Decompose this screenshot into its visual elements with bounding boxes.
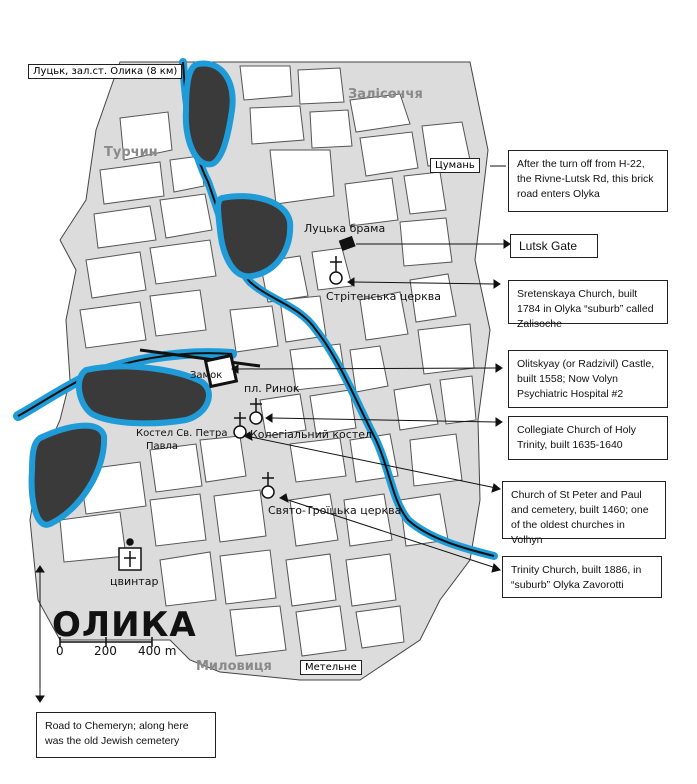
label-collegiate-church: Колегіальний костел	[250, 428, 373, 441]
district-mylovytsia: Миловиця	[196, 659, 272, 674]
label-market-square: пл. Ринок	[244, 382, 300, 395]
district-zalisochchia: Залісоччя	[348, 87, 423, 102]
label-st-peter-paul-line2: Павла	[146, 441, 179, 452]
scale-label-end: 400 m	[138, 644, 177, 658]
label-st-peter-paul-line1: Костел Св. Петра	[136, 428, 228, 439]
callout-trinity-church: Trinity Church, built 1886, in “suburb” Olyka Zavorotti	[502, 556, 662, 598]
label-metelne: Метельне	[300, 660, 362, 675]
pond-north	[186, 64, 233, 165]
scale-label-zero: 0	[56, 644, 64, 658]
callout-lutsk-gate: Lutsk Gate	[510, 234, 598, 258]
label-castle: Замок	[190, 370, 223, 381]
callout-sretenskaya-church: Sretenskaya Church, built 1784 in Olyka “suburb” called Zalisoche	[508, 280, 668, 324]
callout-collegiate-church: Collegiate Church of Holy Trinity, built 1635-1640	[508, 416, 668, 460]
scale-label-mid: 200	[94, 644, 117, 658]
map-title: ОЛИКА	[52, 605, 197, 645]
callout-chemeryn-road: Road to Chemeryn; along here was the old Jewish cemetery	[36, 712, 216, 758]
callout-st-peter-paul: Church of St Peter and Paul and cemetery, built 1460; one of the oldest churches in Volhyn	[502, 481, 666, 539]
label-lutsk-gate: Луцька брама	[304, 222, 386, 235]
label-trinity-church: Свято-Троїцька церква	[268, 504, 402, 517]
pond-middle	[218, 196, 290, 276]
district-turchyn: Турчин	[104, 145, 158, 160]
label-cemetery: цвинтар	[110, 575, 159, 588]
label-lutsk-station: Луцьк, зал.ст. Олика (8 км)	[28, 64, 182, 79]
callout-h22-road: After the turn off from H-22, the Rivne-Lutsk Rd, this brick road enters Olyka	[508, 150, 668, 212]
label-sretenska-church: Стрітенська церква	[326, 290, 442, 303]
label-tsuman: Цумань	[430, 158, 480, 173]
callout-castle: Olitskyay (or Radzivil) Castle, built 1558; Now Volyn Psychiatric Hospital #2	[508, 350, 668, 408]
